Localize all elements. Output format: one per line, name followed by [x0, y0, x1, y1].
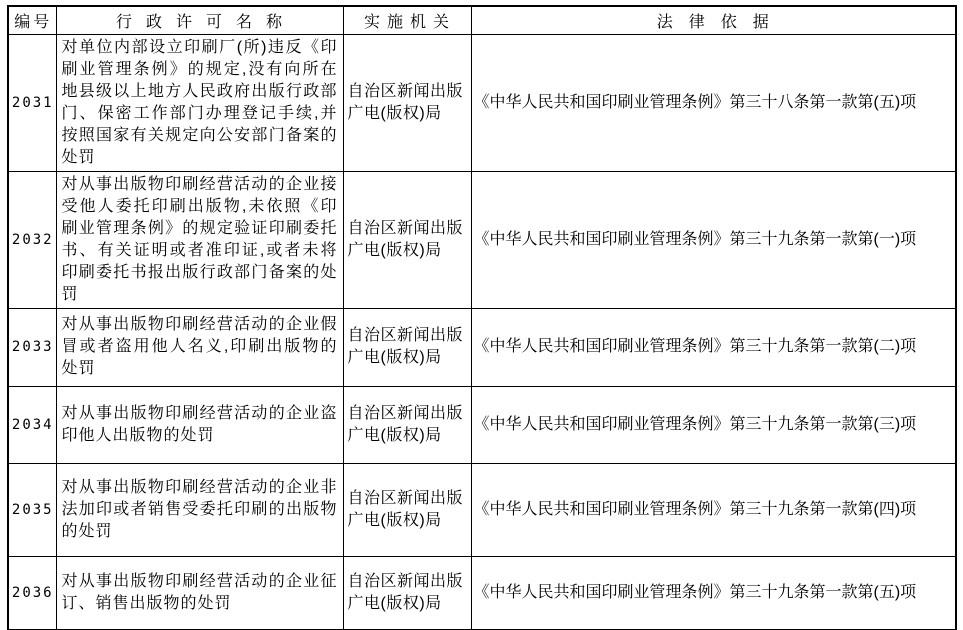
- cell-permit-id: 2035: [8, 463, 56, 556]
- table-row: [8, 556, 956, 630]
- cell-permit-id: 2033: [8, 308, 56, 386]
- cell-permit-id: 2034: [8, 386, 56, 463]
- cell-legal-basis: 《中华人民共和国印刷业管理条例》第三十八条第一款第(五)项: [471, 34, 956, 171]
- table-row: [8, 171, 956, 308]
- cell-permit-id: 2031: [8, 34, 56, 171]
- cell-agency: 自治区新闻出版广电(版权)局: [343, 463, 471, 556]
- column-header-id: 编号: [8, 6, 56, 34]
- cell-agency: 自治区新闻出版广电(版权)局: [343, 386, 471, 463]
- column-header-agency: 实施机关: [343, 6, 471, 34]
- table-row: [8, 463, 956, 556]
- table-row: [8, 34, 956, 171]
- cell-permit-name: 对单位内部设立印刷厂(所)违反《印刷业管理条例》的规定,没有向所在地县级以上地方人民政府出版行政部门、保密工作部门办理登记手续,并按照国家有关规定向公安部门备案的处罚: [56, 34, 343, 171]
- cell-permit-id: 2032: [8, 171, 56, 308]
- cell-permit-name: 对从事出版物印刷经营活动的企业接受他人委托印刷出版物,未依照《印刷业管理条例》的规定验证印刷委托书、有关证明或者准印证,或者未将印刷委托书报出版行政部门备案的处罚: [56, 171, 343, 308]
- cell-permit-name: 对从事出版物印刷经营活动的企业征订、销售出版物的处罚: [56, 556, 343, 630]
- cell-permit-name: 对从事出版物印刷经营活动的企业盗印他人出版物的处罚: [56, 386, 343, 463]
- cell-legal-basis: 《中华人民共和国印刷业管理条例》第三十九条第一款第(四)项: [471, 463, 956, 556]
- cell-permit-name: 对从事出版物印刷经营活动的企业假冒或者盗用他人名义,印刷出版物的处罚: [56, 308, 343, 386]
- cell-permit-name: 对从事出版物印刷经营活动的企业非法加印或者销售受委托印刷的出版物的处罚: [56, 463, 343, 556]
- column-header-name: 行政许可名称: [56, 6, 343, 34]
- cell-agency: 自治区新闻出版广电(版权)局: [343, 308, 471, 386]
- cell-legal-basis: 《中华人民共和国印刷业管理条例》第三十九条第一款第(一)项: [471, 171, 956, 308]
- column-header-legal: 法律依据: [471, 6, 956, 34]
- administrative-permits-table: [7, 5, 957, 630]
- table-row: [8, 386, 956, 463]
- table-row: [8, 308, 956, 386]
- table-header-row: [8, 6, 956, 34]
- cell-agency: 自治区新闻出版广电(版权)局: [343, 556, 471, 630]
- cell-agency: 自治区新闻出版广电(版权)局: [343, 34, 471, 171]
- cell-permit-id: 2036: [8, 556, 56, 630]
- cell-agency: 自治区新闻出版广电(版权)局: [343, 171, 471, 308]
- cell-legal-basis: 《中华人民共和国印刷业管理条例》第三十九条第一款第(五)项: [471, 556, 956, 630]
- cell-legal-basis: 《中华人民共和国印刷业管理条例》第三十九条第一款第(二)项: [471, 308, 956, 386]
- cell-legal-basis: 《中华人民共和国印刷业管理条例》第三十九条第一款第(三)项: [471, 386, 956, 463]
